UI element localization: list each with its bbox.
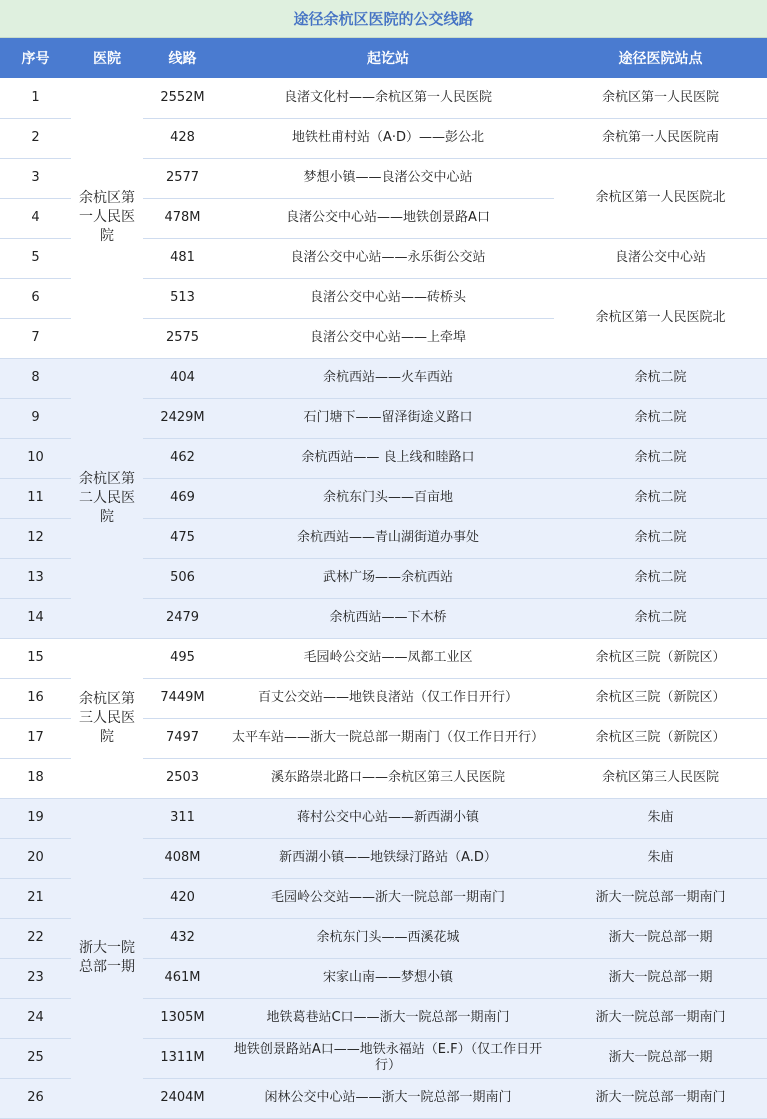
cell-route: 溪东路崇北路口——余杭区第三人民医院 [222, 758, 554, 798]
cell-stop: 余杭区第一人民医院北 [554, 158, 767, 238]
header-route: 起讫站 [222, 38, 554, 78]
cell-route: 地铁杜甫村站（A·D）——彭公北 [222, 118, 554, 158]
cell-seq: 10 [0, 438, 71, 478]
table-row [0, 638, 767, 678]
header-stop: 途径医院站点 [554, 38, 767, 78]
cell-seq: 14 [0, 598, 71, 638]
cell-route: 良渚公交中心站——上牵埠 [222, 318, 554, 358]
cell-route: 太平车站——浙大一院总部一期南门（仅工作日开行） [222, 718, 554, 758]
cell-seq: 7 [0, 318, 71, 358]
cell-seq: 24 [0, 998, 71, 1038]
cell-stop: 余杭区三院（新院区） [554, 718, 767, 758]
cell-line: 311 [143, 798, 222, 838]
cell-line: 469 [143, 478, 222, 518]
cell-stop: 浙大一院总部一期 [554, 958, 767, 998]
cell-route: 地铁创景路站A口——地铁永福站（E.F）（仅工作日开行） [222, 1038, 554, 1078]
cell-seq: 1 [0, 78, 71, 118]
cell-line: 428 [143, 118, 222, 158]
cell-line: 478M [143, 198, 222, 238]
cell-route: 百丈公交站——地铁良渚站（仅工作日开行） [222, 678, 554, 718]
cell-stop: 余杭区三院（新院区） [554, 678, 767, 718]
cell-stop: 朱庙 [554, 838, 767, 878]
cell-seq: 8 [0, 358, 71, 398]
cell-line: 1305M [143, 998, 222, 1038]
cell-line: 420 [143, 878, 222, 918]
cell-route: 毛园岭公交站——凤都工业区 [222, 638, 554, 678]
cell-hospital: 余杭区第三人民医院 [71, 638, 143, 798]
cell-route: 宋家山南——梦想小镇 [222, 958, 554, 998]
cell-line: 7497 [143, 718, 222, 758]
cell-route: 余杭东门头——西溪花城 [222, 918, 554, 958]
cell-seq: 17 [0, 718, 71, 758]
cell-route: 地铁葛巷站C口——浙大一院总部一期南门 [222, 998, 554, 1038]
cell-seq: 19 [0, 798, 71, 838]
cell-stop: 余杭区三院（新院区） [554, 638, 767, 678]
table-row [0, 798, 767, 838]
cell-route: 良渚公交中心站——地铁创景路A口 [222, 198, 554, 238]
cell-seq: 25 [0, 1038, 71, 1078]
cell-line: 513 [143, 278, 222, 318]
cell-route: 余杭西站——下木桥 [222, 598, 554, 638]
cell-stop: 浙大一院总部一期南门 [554, 878, 767, 918]
cell-stop: 浙大一院总部一期 [554, 918, 767, 958]
cell-line: 475 [143, 518, 222, 558]
table-header-row [0, 38, 767, 78]
cell-line: 495 [143, 638, 222, 678]
header-seq: 序号 [0, 38, 71, 78]
cell-hospital: 余杭区第二人民医院 [71, 358, 143, 638]
cell-seq: 18 [0, 758, 71, 798]
cell-route: 余杭西站—— 良上线和睦路口 [222, 438, 554, 478]
cell-line: 461M [143, 958, 222, 998]
cell-route: 闲林公交中心站——浙大一院总部一期南门 [222, 1078, 554, 1118]
cell-seq: 12 [0, 518, 71, 558]
cell-route: 余杭西站——青山湖街道办事处 [222, 518, 554, 558]
cell-line: 2404M [143, 1078, 222, 1118]
cell-line: 462 [143, 438, 222, 478]
cell-stop: 良渚公交中心站 [554, 238, 767, 278]
cell-line: 506 [143, 558, 222, 598]
cell-route: 石门塘下——留泽街途义路口 [222, 398, 554, 438]
cell-route: 良渚公交中心站——砖桥头 [222, 278, 554, 318]
cell-seq: 26 [0, 1078, 71, 1118]
cell-seq: 22 [0, 918, 71, 958]
cell-route: 良渚文化村——余杭区第一人民医院 [222, 78, 554, 118]
cell-seq: 20 [0, 838, 71, 878]
cell-stop: 朱庙 [554, 798, 767, 838]
cell-line: 2479 [143, 598, 222, 638]
cell-seq: 13 [0, 558, 71, 598]
cell-seq: 16 [0, 678, 71, 718]
cell-line: 404 [143, 358, 222, 398]
table-row [0, 78, 767, 118]
cell-seq: 23 [0, 958, 71, 998]
cell-line: 481 [143, 238, 222, 278]
page-title: 途径余杭区医院的公交线路 [0, 0, 767, 38]
table-body [0, 78, 767, 1118]
cell-stop: 余杭第一人民医院南 [554, 118, 767, 158]
cell-seq: 4 [0, 198, 71, 238]
cell-stop: 浙大一院总部一期 [554, 1038, 767, 1078]
cell-route: 新西湖小镇——地铁绿汀路站（A.D） [222, 838, 554, 878]
cell-line: 408M [143, 838, 222, 878]
cell-stop: 余杭二院 [554, 398, 767, 438]
bus-route-table [0, 38, 767, 1119]
cell-stop: 余杭二院 [554, 358, 767, 398]
cell-line: 1311M [143, 1038, 222, 1078]
header-line: 线路 [143, 38, 222, 78]
cell-stop: 余杭二院 [554, 438, 767, 478]
cell-seq: 11 [0, 478, 71, 518]
cell-route: 余杭东门头——百亩地 [222, 478, 554, 518]
cell-stop: 余杭区第一人民医院北 [554, 278, 767, 358]
cell-line: 2429M [143, 398, 222, 438]
cell-route: 蒋村公交中心站——新西湖小镇 [222, 798, 554, 838]
cell-stop: 浙大一院总部一期南门 [554, 998, 767, 1038]
cell-hospital: 余杭区第一人民医院 [71, 78, 143, 358]
cell-stop: 余杭二院 [554, 598, 767, 638]
cell-line: 2575 [143, 318, 222, 358]
cell-seq: 15 [0, 638, 71, 678]
cell-seq: 21 [0, 878, 71, 918]
cell-seq: 3 [0, 158, 71, 198]
cell-seq: 5 [0, 238, 71, 278]
table-row [0, 358, 767, 398]
cell-stop: 余杭二院 [554, 518, 767, 558]
cell-route: 武林广场——余杭西站 [222, 558, 554, 598]
cell-stop: 余杭区第一人民医院 [554, 78, 767, 118]
cell-stop: 浙大一院总部一期南门 [554, 1078, 767, 1118]
cell-line: 2552M [143, 78, 222, 118]
cell-stop: 余杭二院 [554, 558, 767, 598]
cell-seq: 9 [0, 398, 71, 438]
cell-line: 2577 [143, 158, 222, 198]
cell-seq: 6 [0, 278, 71, 318]
cell-route: 梦想小镇——良渚公交中心站 [222, 158, 554, 198]
cell-stop: 余杭区第三人民医院 [554, 758, 767, 798]
cell-route: 良渚公交中心站——永乐街公交站 [222, 238, 554, 278]
cell-route: 余杭西站——火车西站 [222, 358, 554, 398]
cell-seq: 2 [0, 118, 71, 158]
cell-line: 2503 [143, 758, 222, 798]
cell-stop: 余杭二院 [554, 478, 767, 518]
cell-hospital: 浙大一院总部一期 [71, 798, 143, 1118]
cell-line: 7449M [143, 678, 222, 718]
cell-route: 毛园岭公交站——浙大一院总部一期南门 [222, 878, 554, 918]
cell-line: 432 [143, 918, 222, 958]
header-hospital: 医院 [71, 38, 143, 78]
